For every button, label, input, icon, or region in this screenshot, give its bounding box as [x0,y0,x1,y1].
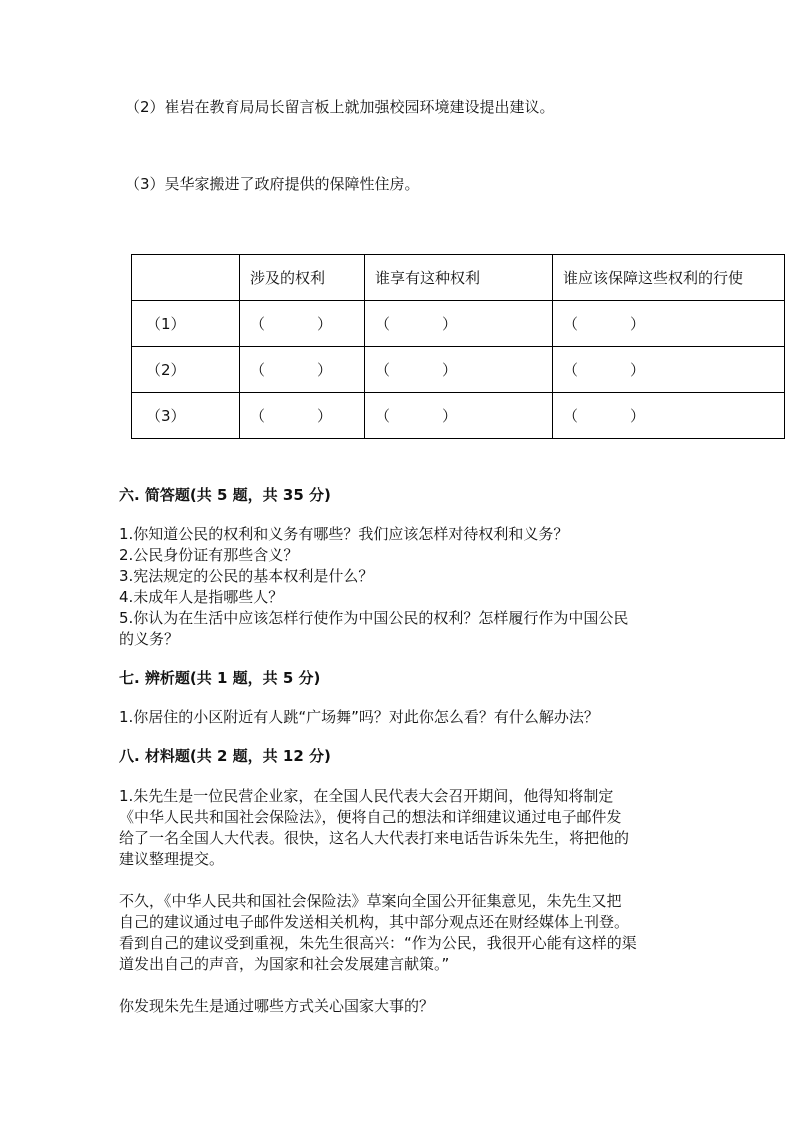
answer-blank[interactable]: （ ） [365,301,553,347]
paragraph-line: 道发出自己的声音，为国家和社会发展建言献策。” [119,955,450,973]
list-item: 1.你知道公民的权利和义务有哪些？我们应该怎样对待权利和义务？ [119,525,569,543]
table-header-cell [132,255,240,301]
section-8-title: 八. 材料题(共 2 题，共 12 分) [119,747,331,765]
row-label: （1） [132,301,240,347]
table-header-cell: 谁享有这种权利 [365,255,553,301]
list-item: 5.你认为在生活中应该怎样行使作为中国公民的权利？怎样履行作为中国公民 [119,609,629,627]
paragraph-line: 建议整理提交。 [119,850,225,868]
paragraph-line: 1.朱先生是一位民营企业家，在全国人民代表大会召开期间，他得知将制定 [119,787,614,805]
paragraph-line: 给了一名全国人大代表。很快，这名人大代表打来电话告诉朱先生，将把他的 [119,829,630,847]
table-header-row [132,255,785,301]
list-item: 4.未成年人是指哪些人？ [119,588,284,606]
list-item: 3.宪法规定的公民的基本权利是什么？ [119,567,374,585]
section-7-title: 七. 辨析题(共 1 题，共 5 分) [119,669,321,687]
answer-blank[interactable]: （ ） [240,347,365,393]
paragraph-line: 看到自己的建议受到重视，朱先生很高兴：“作为公民，我很开心能有这样的渠 [119,934,637,952]
table-row [132,347,785,393]
answer-blank[interactable]: （ ） [553,393,785,439]
question-2: （2）崔岩在教育局局长留言板上就加强校园环境建设提出建议。 [125,98,555,116]
material-question: 你发现朱先生是通过哪些方式关心国家大事的？ [119,997,435,1015]
question-3: （3）吴华家搬进了政府提供的保障性住房。 [125,175,420,193]
section-8-material [119,786,679,1017]
answer-blank[interactable]: （ ） [365,393,553,439]
row-label: （2） [132,347,240,393]
answer-blank[interactable]: （ ） [553,347,785,393]
list-item: 2.公民身份证有那些含义？ [119,546,299,564]
paragraph-line: 自己的建议通过电子邮件发送相关机构，其中部分观点还在财经媒体上刊登。 [119,913,630,931]
section-7-items [119,707,679,728]
table-row [132,393,785,439]
answer-blank[interactable]: （ ） [553,301,785,347]
list-item: 的义务？ [119,630,180,648]
row-label: （3） [132,393,240,439]
answer-blank[interactable]: （ ） [240,301,365,347]
section-6-items [119,524,679,650]
answer-blank[interactable]: （ ） [365,347,553,393]
answer-blank[interactable]: （ ） [240,393,365,439]
list-item: 1.你居住的小区附近有人跳“广场舞”吗？对此你怎么看？有什么解办法？ [119,708,599,726]
table-header-cell: 谁应该保障这些权利的行使 [553,255,785,301]
table-header-cell: 涉及的权利 [240,255,365,301]
section-6-title: 六. 简答题(共 5 题，共 35 分) [119,486,331,504]
rights-table [131,254,785,439]
paragraph-line: 不久，《中华人民共和国社会保险法》草案向全国公开征集意见，朱先生又把 [119,892,622,910]
table-row [132,301,785,347]
paragraph-line: 《中华人民共和国社会保险法》，便将自己的想法和详细建议通过电子邮件发 [119,808,622,826]
